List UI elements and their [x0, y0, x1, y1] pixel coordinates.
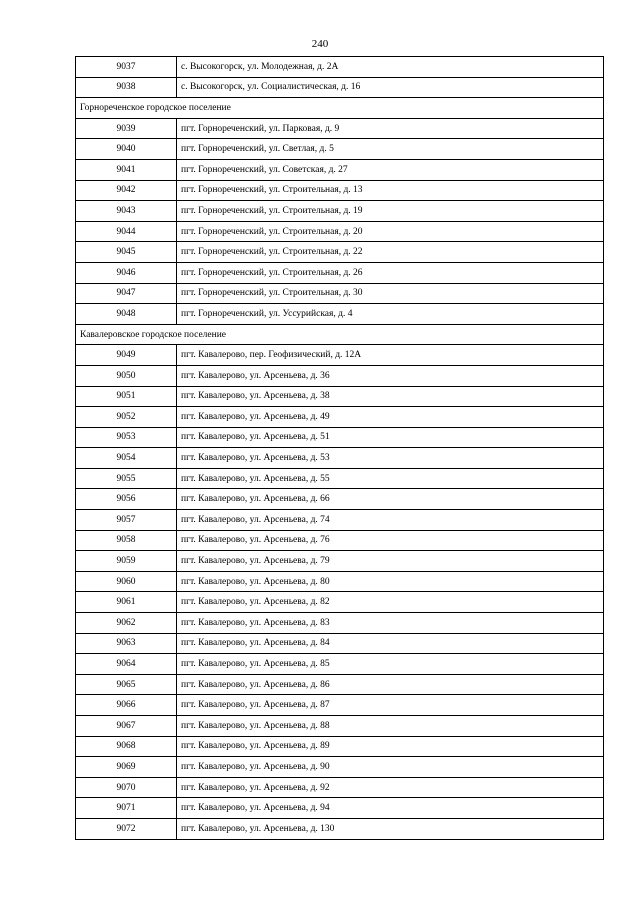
page-number: 240	[311, 38, 329, 50]
row-number: 9044	[76, 221, 177, 242]
address-table	[75, 56, 604, 840]
row-number: 9071	[76, 798, 177, 819]
row-address: пгт. Кавалерово, ул. Арсеньева, д. 89	[177, 736, 604, 757]
row-number: 9037	[76, 57, 177, 78]
row-number: 9053	[76, 427, 177, 448]
row-number: 9054	[76, 448, 177, 469]
row-number: 9045	[76, 242, 177, 263]
table-row	[76, 139, 604, 160]
table-row	[76, 221, 604, 242]
table-row	[76, 468, 604, 489]
table-row	[76, 654, 604, 675]
table-row	[76, 57, 604, 78]
section-title: Кавалеровское городское поселение	[76, 324, 604, 345]
table-row	[76, 777, 604, 798]
row-number: 9067	[76, 716, 177, 737]
table-row	[76, 427, 604, 448]
table-row	[76, 757, 604, 778]
row-number: 9046	[76, 262, 177, 283]
table-row	[76, 674, 604, 695]
table-row	[76, 592, 604, 613]
row-address: пгт. Кавалерово, ул. Арсеньева, д. 66	[177, 489, 604, 510]
row-address: пгт. Горнореченский, ул. Светлая, д. 5	[177, 139, 604, 160]
row-address: пгт. Кавалерово, ул. Арсеньева, д. 92	[177, 777, 604, 798]
table-row	[76, 489, 604, 510]
table-row	[76, 448, 604, 469]
row-number: 9042	[76, 180, 177, 201]
table-row	[76, 345, 604, 366]
table-row	[76, 736, 604, 757]
table-row	[76, 283, 604, 304]
row-address: пгт. Горнореченский, ул. Парковая, д. 9	[177, 118, 604, 139]
row-number: 9039	[76, 118, 177, 139]
row-number: 9070	[76, 777, 177, 798]
section-row	[76, 98, 604, 119]
row-number: 9051	[76, 386, 177, 407]
row-address: пгт. Кавалерово, ул. Арсеньева, д. 36	[177, 365, 604, 386]
row-address: пгт. Кавалерово, ул. Арсеньева, д. 85	[177, 654, 604, 675]
row-number: 9065	[76, 674, 177, 695]
row-number: 9040	[76, 139, 177, 160]
row-address: пгт. Кавалерово, ул. Арсеньева, д. 55	[177, 468, 604, 489]
table-row	[76, 242, 604, 263]
table-row	[76, 77, 604, 98]
row-address: пгт. Кавалерово, ул. Арсеньева, д. 79	[177, 551, 604, 572]
row-address: пгт. Кавалерово, ул. Арсеньева, д. 80	[177, 571, 604, 592]
table-row	[76, 633, 604, 654]
section-title: Горнореченское городское поселение	[76, 98, 604, 119]
table-row	[76, 613, 604, 634]
table-row	[76, 818, 604, 839]
row-number: 9064	[76, 654, 177, 675]
row-address: пгт. Кавалерово, ул. Арсеньева, д. 83	[177, 613, 604, 634]
address-table-body	[76, 57, 604, 840]
row-number: 9068	[76, 736, 177, 757]
table-row	[76, 716, 604, 737]
row-number: 9048	[76, 304, 177, 325]
row-address: пгт. Кавалерово, ул. Арсеньева, д. 87	[177, 695, 604, 716]
row-number: 9050	[76, 365, 177, 386]
table-row	[76, 798, 604, 819]
table-row	[76, 571, 604, 592]
row-number: 9047	[76, 283, 177, 304]
row-address: пгт. Кавалерово, ул. Арсеньева, д. 76	[177, 530, 604, 551]
table-row	[76, 551, 604, 572]
table-row	[76, 386, 604, 407]
row-number: 9063	[76, 633, 177, 654]
row-address: пгт. Горнореченский, ул. Советская, д. 27	[177, 159, 604, 180]
row-address: пгт. Кавалерово, ул. Арсеньева, д. 51	[177, 427, 604, 448]
row-address: пгт. Кавалерово, ул. Арсеньева, д. 90	[177, 757, 604, 778]
row-number: 9062	[76, 613, 177, 634]
table-row	[76, 180, 604, 201]
table-row	[76, 201, 604, 222]
row-address: с. Высокогорск, ул. Молодежная, д. 2А	[177, 57, 604, 78]
row-address: пгт. Кавалерово, ул. Арсеньева, д. 38	[177, 386, 604, 407]
row-number: 9041	[76, 159, 177, 180]
row-number: 9066	[76, 695, 177, 716]
row-address: пгт. Кавалерово, ул. Арсеньева, д. 49	[177, 407, 604, 428]
table-row	[76, 159, 604, 180]
row-number: 9069	[76, 757, 177, 778]
row-address: пгт. Горнореченский, ул. Строительная, д. 20	[177, 221, 604, 242]
row-address: пгт. Горнореченский, ул. Строительная, д. 13	[177, 180, 604, 201]
row-number: 9060	[76, 571, 177, 592]
table-row	[76, 695, 604, 716]
row-address: пгт. Горнореченский, ул. Строительная, д. 22	[177, 242, 604, 263]
row-address: пгт. Кавалерово, ул. Арсеньева, д. 82	[177, 592, 604, 613]
row-address: пгт. Горнореченский, ул. Строительная, д. 30	[177, 283, 604, 304]
row-number: 9055	[76, 468, 177, 489]
row-address: пгт. Кавалерово, ул. Арсеньева, д. 94	[177, 798, 604, 819]
row-number: 9038	[76, 77, 177, 98]
table-row	[76, 304, 604, 325]
table-row	[76, 510, 604, 531]
table-row	[76, 118, 604, 139]
row-address: пгт. Горнореченский, ул. Строительная, д. 26	[177, 262, 604, 283]
row-number: 9057	[76, 510, 177, 531]
table-row	[76, 530, 604, 551]
row-address: пгт. Кавалерово, ул. Арсеньева, д. 74	[177, 510, 604, 531]
row-address: пгт. Кавалерово, ул. Арсеньева, д. 53	[177, 448, 604, 469]
row-number: 9056	[76, 489, 177, 510]
table-row	[76, 365, 604, 386]
row-address: пгт. Горнореченский, ул. Уссурийская, д. 4	[177, 304, 604, 325]
row-address: пгт. Кавалерово, ул. Арсеньева, д. 86	[177, 674, 604, 695]
section-row	[76, 324, 604, 345]
row-number: 9061	[76, 592, 177, 613]
row-address: пгт. Горнореченский, ул. Строительная, д. 19	[177, 201, 604, 222]
row-number: 9072	[76, 818, 177, 839]
row-number: 9059	[76, 551, 177, 572]
row-number: 9058	[76, 530, 177, 551]
row-address: пгт. Кавалерово, пер. Геофизический, д. 12А	[177, 345, 604, 366]
row-number: 9049	[76, 345, 177, 366]
row-address: с. Высокогорск, ул. Социалистическая, д. 16	[177, 77, 604, 98]
table-row	[76, 407, 604, 428]
row-number: 9043	[76, 201, 177, 222]
row-number: 9052	[76, 407, 177, 428]
row-address: пгт. Кавалерово, ул. Арсеньева, д. 84	[177, 633, 604, 654]
row-address: пгт. Кавалерово, ул. Арсеньева, д. 130	[177, 818, 604, 839]
table-row	[76, 262, 604, 283]
row-address: пгт. Кавалерово, ул. Арсеньева, д. 88	[177, 716, 604, 737]
